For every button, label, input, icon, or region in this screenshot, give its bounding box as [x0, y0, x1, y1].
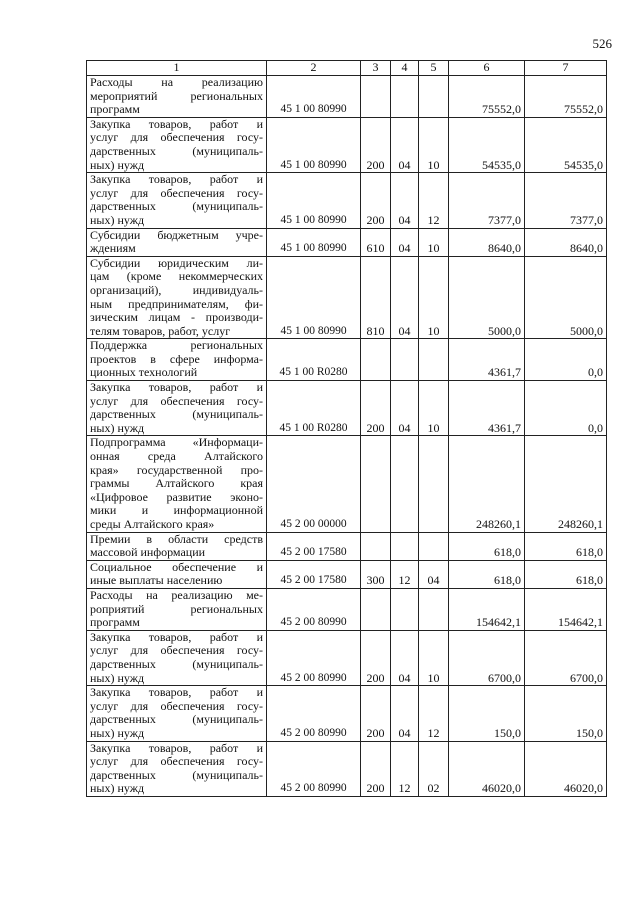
subsection-code	[419, 339, 449, 381]
amount-col-6: 4361,7	[449, 381, 525, 436]
subsection-code: 10	[419, 117, 449, 172]
header-row	[87, 61, 607, 76]
amount-col-6: 248260,1	[449, 436, 525, 532]
row-name-cell	[87, 256, 267, 339]
table-row	[87, 117, 607, 172]
section-code	[391, 588, 419, 630]
row-name-line: дарственных (муниципаль-	[90, 143, 263, 158]
amount-col-6: 6700,0	[449, 630, 525, 685]
table-row	[87, 630, 607, 685]
expense-type-code	[361, 436, 391, 532]
row-name-line: ных) нужд	[90, 157, 145, 172]
row-name-line: края» государственной про-	[90, 462, 263, 477]
row-name-line: услуг для обеспечения госу-	[90, 698, 263, 713]
row-name-line: зическим лицам - производи-	[90, 310, 263, 325]
table-row	[87, 339, 607, 381]
row-name-line: Поддержка региональных	[90, 338, 263, 353]
column-header: 6	[449, 61, 525, 76]
row-name-cell	[87, 381, 267, 436]
subsection-code: 10	[419, 228, 449, 256]
section-code: 04	[391, 256, 419, 339]
section-code	[391, 436, 419, 532]
row-name-line: ных) нужд	[90, 725, 145, 740]
section-code: 04	[391, 381, 419, 436]
section-code	[391, 76, 419, 118]
row-name-line: ных) нужд	[90, 670, 145, 685]
row-name-cell	[87, 436, 267, 532]
row-name-cell	[87, 76, 267, 118]
row-name-line: услуг для обеспечения госу-	[90, 393, 263, 408]
table-body	[87, 76, 607, 797]
amount-col-6: 46020,0	[449, 741, 525, 796]
row-name-line: цам (кроме некоммерческих	[90, 269, 263, 284]
table-row	[87, 741, 607, 796]
target-article-code: 45 2 00 17580	[267, 532, 361, 560]
target-article-code: 45 1 00 80990	[267, 256, 361, 339]
row-name-line: Закупка товаров, работ и	[90, 629, 263, 644]
target-article-code: 45 2 00 80990	[267, 588, 361, 630]
row-name-line: Подпрограмма «Информаци-	[90, 435, 263, 450]
target-article-code: 45 1 00 80990	[267, 173, 361, 228]
expense-type-code	[361, 588, 391, 630]
section-code: 12	[391, 560, 419, 588]
amount-col-7: 618,0	[525, 532, 607, 560]
section-code: 04	[391, 686, 419, 741]
row-name-line: проектов в сфере информа-	[90, 351, 263, 366]
table-row	[87, 560, 607, 588]
row-name-cell	[87, 339, 267, 381]
row-name-cell	[87, 532, 267, 560]
table-row	[87, 173, 607, 228]
row-name-line: дарственных (муниципаль-	[90, 199, 263, 214]
row-name-line: дарственных (муниципаль-	[90, 656, 263, 671]
subsection-code: 04	[419, 560, 449, 588]
amount-col-7: 54535,0	[525, 117, 607, 172]
amount-col-7: 0,0	[525, 339, 607, 381]
row-name-line: программ	[90, 102, 140, 117]
target-article-code: 45 2 00 00000	[267, 436, 361, 532]
column-header: 1	[87, 61, 267, 76]
table-row	[87, 588, 607, 630]
row-name-line: мики и информационной	[90, 503, 263, 518]
amount-col-7: 7377,0	[525, 173, 607, 228]
target-article-code: 45 1 00 80990	[267, 76, 361, 118]
budget-table	[86, 60, 607, 797]
row-name-cell	[87, 173, 267, 228]
column-header: 4	[391, 61, 419, 76]
row-name-line: массовой информации	[90, 545, 206, 560]
row-name-line: граммы Алтайского края	[90, 476, 263, 491]
expense-type-code: 300	[361, 560, 391, 588]
table-row	[87, 686, 607, 741]
row-name-line: услуг для обеспечения госу-	[90, 130, 263, 145]
expense-type-code: 200	[361, 686, 391, 741]
target-article-code: 45 2 00 80990	[267, 630, 361, 685]
column-header: 7	[525, 61, 607, 76]
subsection-code	[419, 532, 449, 560]
section-code: 04	[391, 630, 419, 685]
table-row	[87, 532, 607, 560]
target-article-code: 45 1 00 80990	[267, 228, 361, 256]
row-name-line: Закупка товаров, работ и	[90, 172, 263, 187]
row-name-line: ционных технологий	[90, 365, 198, 380]
row-name-line: организаций), индивидуаль-	[90, 282, 263, 297]
expense-type-code: 610	[361, 228, 391, 256]
row-name-line: Субсидии юридическим ли-	[90, 255, 263, 270]
subsection-code: 02	[419, 741, 449, 796]
expense-type-code	[361, 532, 391, 560]
row-name-line: онная среда Алтайского	[90, 449, 263, 464]
row-name-line: Премии в области средств	[90, 531, 263, 546]
amount-col-7: 46020,0	[525, 741, 607, 796]
row-name-cell	[87, 560, 267, 588]
expense-type-code: 200	[361, 381, 391, 436]
row-name-line: Закупка товаров, работ и	[90, 685, 263, 700]
row-name-cell	[87, 588, 267, 630]
amount-col-7: 150,0	[525, 686, 607, 741]
row-name-cell	[87, 228, 267, 256]
amount-col-6: 618,0	[449, 532, 525, 560]
subsection-code: 10	[419, 630, 449, 685]
amount-col-6: 75552,0	[449, 76, 525, 118]
row-name-cell	[87, 630, 267, 685]
amount-col-6: 54535,0	[449, 117, 525, 172]
row-name-line: Социальное обеспечение и	[90, 559, 263, 574]
amount-col-6: 618,0	[449, 560, 525, 588]
column-header: 3	[361, 61, 391, 76]
table-row	[87, 381, 607, 436]
section-code: 04	[391, 117, 419, 172]
expense-type-code: 810	[361, 256, 391, 339]
row-name-line: дарственных (муниципаль-	[90, 407, 263, 422]
expense-type-code	[361, 339, 391, 381]
subsection-code	[419, 76, 449, 118]
target-article-code: 45 1 00 R0280	[267, 339, 361, 381]
expense-type-code: 200	[361, 173, 391, 228]
row-name-cell	[87, 741, 267, 796]
row-name-line: роприятий региональных	[90, 601, 263, 616]
amount-col-6: 7377,0	[449, 173, 525, 228]
row-name-line: телям товаров, работ, услуг	[90, 323, 231, 338]
target-article-code: 45 1 00 80990	[267, 117, 361, 172]
row-name-line: услуг для обеспечения госу-	[90, 754, 263, 769]
row-name-line: ных) нужд	[90, 212, 145, 227]
target-article-code: 45 2 00 17580	[267, 560, 361, 588]
row-name-cell	[87, 117, 267, 172]
amount-col-6: 154642,1	[449, 588, 525, 630]
target-article-code: 45 2 00 80990	[267, 741, 361, 796]
row-name-line: услуг для обеспечения госу-	[90, 643, 263, 658]
amount-col-7: 154642,1	[525, 588, 607, 630]
subsection-code: 12	[419, 173, 449, 228]
row-name-cell	[87, 686, 267, 741]
subsection-code	[419, 588, 449, 630]
amount-col-7: 75552,0	[525, 76, 607, 118]
section-code: 04	[391, 228, 419, 256]
row-name-line: Закупка товаров, работ и	[90, 740, 263, 755]
row-name-line: «Цифровое развитие эконо-	[90, 489, 263, 504]
row-name-line: Субсидии бюджетным учре-	[90, 227, 263, 242]
amount-col-6: 8640,0	[449, 228, 525, 256]
table-row	[87, 256, 607, 339]
expense-type-code: 200	[361, 741, 391, 796]
amount-col-6: 5000,0	[449, 256, 525, 339]
section-code	[391, 532, 419, 560]
subsection-code: 10	[419, 381, 449, 436]
section-code: 12	[391, 741, 419, 796]
page-number: 526	[592, 36, 612, 51]
row-name-line: среды Алтайского края»	[90, 517, 215, 531]
amount-col-6: 150,0	[449, 686, 525, 741]
subsection-code: 10	[419, 256, 449, 339]
row-name-line: Расходы на реализацию ме-	[90, 587, 263, 602]
amount-col-7: 6700,0	[525, 630, 607, 685]
amount-col-7: 248260,1	[525, 436, 607, 532]
row-name-line: ных) нужд	[90, 420, 145, 435]
subsection-code	[419, 436, 449, 532]
row-name-line: программ	[90, 615, 140, 630]
section-code: 04	[391, 173, 419, 228]
row-name-line: иные выплаты населению	[90, 573, 223, 588]
expense-type-code	[361, 76, 391, 118]
expense-type-code: 200	[361, 630, 391, 685]
target-article-code: 45 1 00 R0280	[267, 381, 361, 436]
subsection-code: 12	[419, 686, 449, 741]
row-name-line: мероприятий региональных	[90, 88, 263, 103]
row-name-line: ных) нужд	[90, 781, 145, 796]
row-name-line: Закупка товаров, работ и	[90, 116, 263, 131]
amount-col-7: 8640,0	[525, 228, 607, 256]
row-name-line: дарственных (муниципаль-	[90, 712, 263, 727]
amount-col-7: 618,0	[525, 560, 607, 588]
column-header: 5	[419, 61, 449, 76]
row-name-line: Расходы на реализацию	[90, 75, 263, 89]
column-header: 2	[267, 61, 361, 76]
table-row	[87, 76, 607, 118]
amount-col-7: 0,0	[525, 381, 607, 436]
row-name-line: ждениям	[90, 241, 136, 256]
amount-col-6: 4361,7	[449, 339, 525, 381]
expense-type-code: 200	[361, 117, 391, 172]
table-row	[87, 436, 607, 532]
target-article-code: 45 2 00 80990	[267, 686, 361, 741]
row-name-line: Закупка товаров, работ и	[90, 380, 263, 395]
row-name-line: услуг для обеспечения госу-	[90, 185, 263, 200]
row-name-line: ным предпринимателям, фи-	[90, 296, 263, 311]
section-code	[391, 339, 419, 381]
row-name-line: дарственных (муниципаль-	[90, 767, 263, 782]
amount-col-7: 5000,0	[525, 256, 607, 339]
table-row	[87, 228, 607, 256]
